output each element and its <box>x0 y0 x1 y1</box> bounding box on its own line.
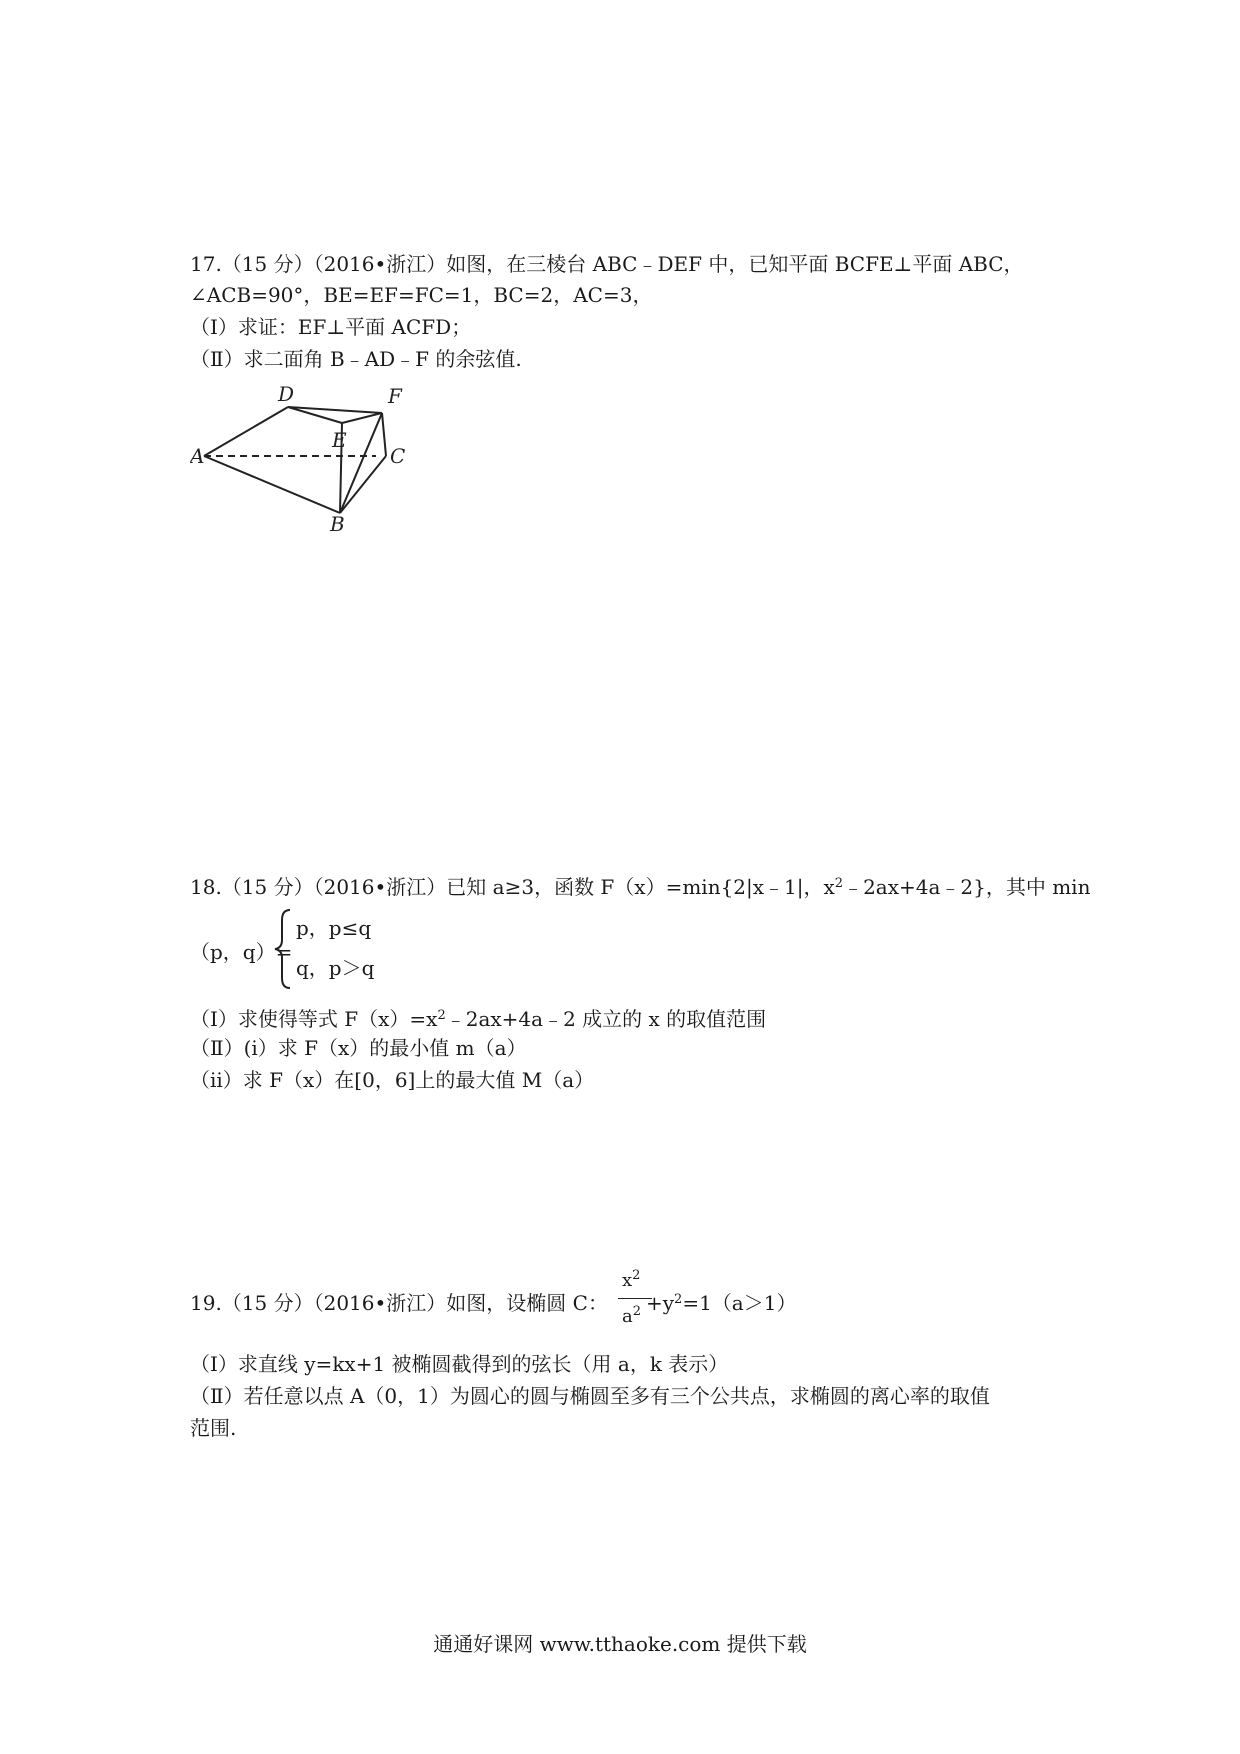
brace-icon <box>272 908 294 990</box>
edge-AD <box>204 407 288 456</box>
q17-part1: （Ⅰ）求证：EF⊥平面 ACFD； <box>190 315 472 339</box>
q17-line1: 17.（15 分）（2016•浙江）如图，在三棱台 ABC﹣DEF 中，已知平面 BCFE⊥平面 ABC， <box>190 252 1024 276</box>
q18-part2i: （Ⅱ）(i）求 F（x）的最小值 m（a） <box>190 1036 527 1060</box>
edge-EF <box>342 413 382 423</box>
label-E: E <box>332 428 347 452</box>
label-C: C <box>390 444 406 468</box>
piecewise-case2: q，p＞q <box>296 956 375 980</box>
label-D: D <box>278 385 295 406</box>
q19-part2-line2: 范围. <box>190 1416 237 1440</box>
q17-part2: （Ⅱ）求二面角 B﹣AD﹣F 的余弦值. <box>190 347 522 371</box>
piecewise-case1: p，p≤q <box>296 916 372 940</box>
edge-AB <box>204 456 340 513</box>
label-F: F <box>388 385 402 408</box>
q18-part2ii: （ii）求 F（x）在[0，6]上的最大值 M（a） <box>190 1068 595 1092</box>
label-B: B <box>330 512 345 535</box>
edge-FC <box>382 413 386 456</box>
q19-part1: （Ⅰ）求直线 y=kx+1 被椭圆截得到的弦长（用 a，k 表示） <box>190 1352 729 1376</box>
q19-line1: 19.（15 分）（2016•浙江）如图，设椭圆 C： $+y^2=1(a>1)$ <box>190 1291 797 1315</box>
piecewise-lhs: （p，q）= <box>190 940 293 964</box>
edge-CB <box>340 456 386 513</box>
q19-part2-line1: （Ⅱ）若任意以点 A（0，1）为圆心的圆与椭圆至多有三个公共点，求椭圆的离心率的取值 <box>190 1384 990 1408</box>
q18-line1: 18.（15 分）（2016•浙江）已知 a≥3，函数 F（x）=min{2|x﹣1|，$x^2﹣2ax+4a﹣2$}，其中 min <box>190 875 1091 899</box>
label-A: A <box>190 444 205 468</box>
footer-download-note: 通通好课网 www.tthaoke.com 提供下载 <box>433 1632 807 1656</box>
frustum-figure <box>190 385 430 535</box>
q17-line2: ∠ACB=90°，BE=EF=FC=1，BC=2，AC=3， <box>190 283 653 307</box>
q18-part1: （Ⅰ）求使得等式 $F(x)=x^2﹣2ax+4a﹣2$ 成立的 x 的取值范围 <box>190 1007 767 1031</box>
